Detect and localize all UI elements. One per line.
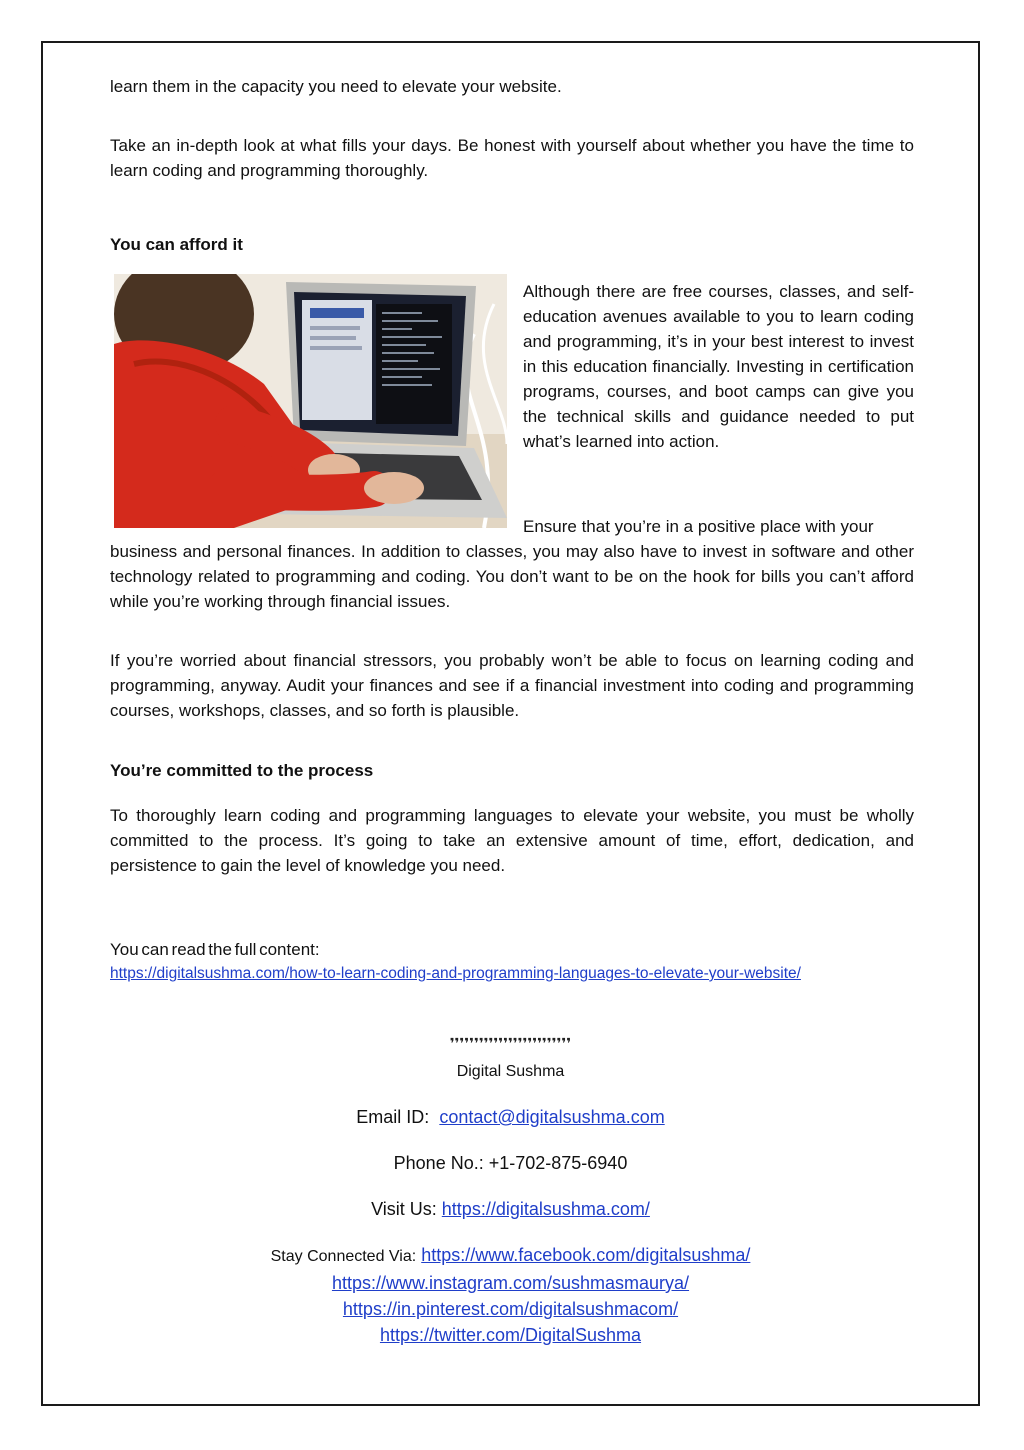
decorative-quote-marks: ❜❜❜❜❜❜❜❜❜❜❜❜❜❜❜❜❜❜❜❜❜❜❜❜❜ (449, 1036, 572, 1052)
social-line-facebook (41, 1242, 980, 1270)
pinterest-link[interactable]: https://in.pinterest.com/digitalsushmacom/ (342, 1299, 679, 1319)
paragraph-ensure: business and personal finances. In addition to classes, you may also have to invest in software and other technology related to programming and coding. You don’t want to be on the hook for bills you can’t afford while you’re working through financial issues. (110, 542, 914, 611)
social-line-instagram (41, 1270, 980, 1296)
heading-commit: You’re committed to the process (110, 761, 374, 780)
social-line-pinterest (41, 1296, 980, 1322)
phone-line: Phone No.: +1-702-875-6940 (393, 1153, 628, 1173)
paragraph-line-top: learn them in the capacity you need to elevate your website. (110, 77, 562, 96)
laptop-photo (114, 274, 507, 528)
paragraph-afford: Although there are free courses, classes, and self-education avenues available to you to learn coding and programming, it’s in your best interest to invest in this education financially. Investing in certification programs, courses, and boot camps can give you the technical skills and guidance needed to put what’s learned into action. (523, 282, 914, 451)
social-links (41, 1242, 980, 1348)
email-label: Email ID: (356, 1107, 430, 1127)
heading-afford: You can afford it (110, 235, 243, 254)
paragraph-time: Take an in-depth look at what fills your days. Be honest with yourself about whether you have the time to learn coding and programming thoroughly. (110, 136, 914, 180)
paragraph-commit: To thoroughly learn coding and programming languages to elevate your website, you must be wholly committed to the process. It’s going to take an extensive amount of time, effort, dedication, and persistence to gain the level of knowledge you need. (110, 806, 914, 875)
visit-label: Visit Us: (371, 1199, 437, 1219)
facebook-link[interactable]: https://www.facebook.com/digitalsushma/ (421, 1245, 751, 1265)
email-line (41, 1104, 980, 1130)
read-full-content-label: You can read the full content: (110, 940, 320, 959)
website-link[interactable]: https://digitalsushma.com/ (441, 1199, 650, 1219)
twitter-link[interactable]: https://twitter.com/DigitalSushma (379, 1325, 642, 1345)
social-line-twitter (41, 1322, 980, 1348)
social-label: Stay Connected Via: (270, 1248, 417, 1265)
full-content-link[interactable]: https://digitalsushma.com/how-to-learn-coding-and-programming-languages-to-elevate-your-website/ (110, 965, 801, 982)
paragraph-worried: If you’re worried about financial stressors, you probably won’t be able to focus on learning coding and programming, anyway. Audit your finances and see if a financial investment into coding and programming courses, workshops, classes, and so forth is plausible. (110, 651, 914, 720)
visit-line (41, 1196, 980, 1222)
brand-name: Digital Sushma (456, 1063, 565, 1080)
paragraph-ensure-first-line: Ensure that you’re in a positive place with your (523, 517, 874, 536)
email-link[interactable]: contact@digitalsushma.com (439, 1107, 665, 1127)
instagram-link[interactable]: https://www.instagram.com/sushmasmaurya/ (331, 1273, 690, 1293)
